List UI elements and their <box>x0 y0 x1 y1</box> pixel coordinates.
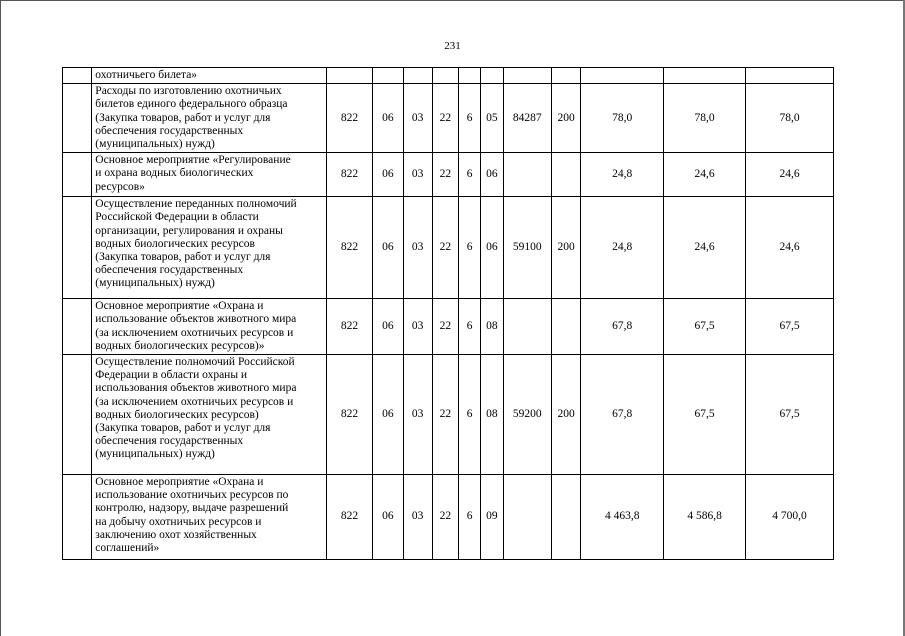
program-cell: 22 <box>432 197 458 299</box>
amount-year1-cell: 24,8 <box>581 197 664 299</box>
row-index-cell <box>63 197 92 299</box>
expense-type-cell <box>552 153 581 197</box>
amount-year2-cell: 67,5 <box>664 355 746 475</box>
subsection-cell: 03 <box>403 153 432 197</box>
subprogram-cell: 6 <box>459 153 481 197</box>
subsection-cell: 03 <box>403 475 432 560</box>
amount-year1-cell: 67,8 <box>581 299 664 355</box>
row-index-cell <box>63 84 92 153</box>
ministry-code-cell: 822 <box>326 84 372 153</box>
row-index-cell <box>63 153 92 197</box>
description-cell: Основное мероприятие «Охрана и использование охотничьих ресурсов по контролю, надзору, выдаче разрешений на добычу охотничьих ресурсов и заключению охот хозяйственных соглашений» <box>92 475 326 560</box>
amount-year3-cell: 67,5 <box>746 299 834 355</box>
amount-year2-cell: 24,6 <box>664 197 746 299</box>
event-cell <box>481 68 503 84</box>
table-body <box>63 68 834 560</box>
amount-year1-cell <box>581 68 664 84</box>
section-cell: 06 <box>373 475 403 560</box>
subprogram-cell: 6 <box>459 299 481 355</box>
table-row <box>63 299 834 355</box>
direction-cell: 84287 <box>503 84 552 153</box>
amount-year3-cell: 24,6 <box>746 197 834 299</box>
direction-cell: 59100 <box>503 197 552 299</box>
amount-year2-cell: 4 586,8 <box>664 475 746 560</box>
amount-year2-cell: 67,5 <box>664 299 746 355</box>
program-cell: 22 <box>432 84 458 153</box>
ministry-code-cell: 822 <box>326 299 372 355</box>
amount-year3-cell: 67,5 <box>746 355 834 475</box>
expense-type-cell <box>552 475 581 560</box>
subsection-cell: 03 <box>403 355 432 475</box>
subsection-cell <box>403 68 432 84</box>
subprogram-cell <box>459 68 481 84</box>
section-cell: 06 <box>373 299 403 355</box>
expense-type-cell: 200 <box>552 355 581 475</box>
table-row <box>63 197 834 299</box>
amount-year3-cell: 24,6 <box>746 153 834 197</box>
program-cell: 22 <box>432 355 458 475</box>
row-index-cell <box>63 299 92 355</box>
section-cell: 06 <box>373 355 403 475</box>
description-cell: Осуществление полномочий Российской Федерации в области охраны и использования объектов животного мира (за исключением охотничьих ресурсов и водных биологических ресурсов) (Закупка товаров, работ и услуг для обеспечения государственных (муниципальных) нужд) <box>92 355 326 475</box>
description-cell: Расходы по изготовлению охотничьих билетов единого федерального образца (Закупка товаров, работ и услуг для обеспечения государственных (муниципальных) нужд) <box>92 84 326 153</box>
amount-year1-cell: 78,0 <box>581 84 664 153</box>
amount-year2-cell <box>664 68 746 84</box>
budget-table <box>62 67 834 560</box>
program-cell: 22 <box>432 475 458 560</box>
section-cell: 06 <box>373 197 403 299</box>
expense-type-cell: 200 <box>552 197 581 299</box>
subprogram-cell: 6 <box>459 475 481 560</box>
expense-type-cell <box>552 299 581 355</box>
description-cell: охотничьего билета» <box>92 68 326 84</box>
amount-year1-cell: 24,8 <box>581 153 664 197</box>
subprogram-cell: 6 <box>459 355 481 475</box>
description-cell: Осуществление переданных полномочий Российской Федерации в области организации, регулирования и охраны водных биологических ресурсов (Закупка товаров, работ и услуг для обеспечения государственных (муниципальных) нужд) <box>92 197 326 299</box>
subsection-cell: 03 <box>403 84 432 153</box>
amount-year3-cell: 4 700,0 <box>746 475 834 560</box>
amount-year2-cell: 78,0 <box>664 84 746 153</box>
event-cell: 05 <box>481 84 503 153</box>
row-index-cell <box>63 68 92 84</box>
scan-left-edge <box>0 0 1 636</box>
amount-year3-cell <box>746 68 834 84</box>
event-cell: 06 <box>481 153 503 197</box>
program-cell <box>432 68 458 84</box>
subsection-cell: 03 <box>403 197 432 299</box>
description-cell: Основное мероприятие «Регулирование и охрана водных биологических ресурсов» <box>92 153 326 197</box>
direction-cell <box>503 68 552 84</box>
section-cell: 06 <box>373 84 403 153</box>
table-row <box>63 475 834 560</box>
direction-cell <box>503 475 552 560</box>
description-cell: Основное мероприятие «Охрана и использование объектов животного мира (за исключением охотничьих ресурсов и водных биологических ресурсов)» <box>92 299 326 355</box>
event-cell: 06 <box>481 197 503 299</box>
page-number: 231 <box>444 40 461 52</box>
event-cell: 09 <box>481 475 503 560</box>
ministry-code-cell: 822 <box>326 197 372 299</box>
subprogram-cell: 6 <box>459 197 481 299</box>
expense-type-cell <box>552 68 581 84</box>
program-cell: 22 <box>432 299 458 355</box>
subsection-cell: 03 <box>403 299 432 355</box>
amount-year2-cell: 24,6 <box>664 153 746 197</box>
subprogram-cell: 6 <box>459 84 481 153</box>
scan-top-edge <box>0 0 905 1</box>
table-row <box>63 84 834 153</box>
table-row <box>63 68 834 84</box>
table-row <box>63 153 834 197</box>
row-index-cell <box>63 475 92 560</box>
table-row <box>63 355 834 475</box>
direction-cell <box>503 299 552 355</box>
row-index-cell <box>63 355 92 475</box>
direction-cell <box>503 153 552 197</box>
ministry-code-cell: 822 <box>326 153 372 197</box>
section-cell: 06 <box>373 153 403 197</box>
amount-year3-cell: 78,0 <box>746 84 834 153</box>
ministry-code-cell: 822 <box>326 475 372 560</box>
section-cell <box>373 68 403 84</box>
event-cell: 08 <box>481 355 503 475</box>
amount-year1-cell: 4 463,8 <box>581 475 664 560</box>
expense-type-cell: 200 <box>552 84 581 153</box>
program-cell: 22 <box>432 153 458 197</box>
ministry-code-cell <box>326 68 372 84</box>
direction-cell: 59200 <box>503 355 552 475</box>
amount-year1-cell: 67,8 <box>581 355 664 475</box>
ministry-code-cell: 822 <box>326 355 372 475</box>
event-cell: 08 <box>481 299 503 355</box>
